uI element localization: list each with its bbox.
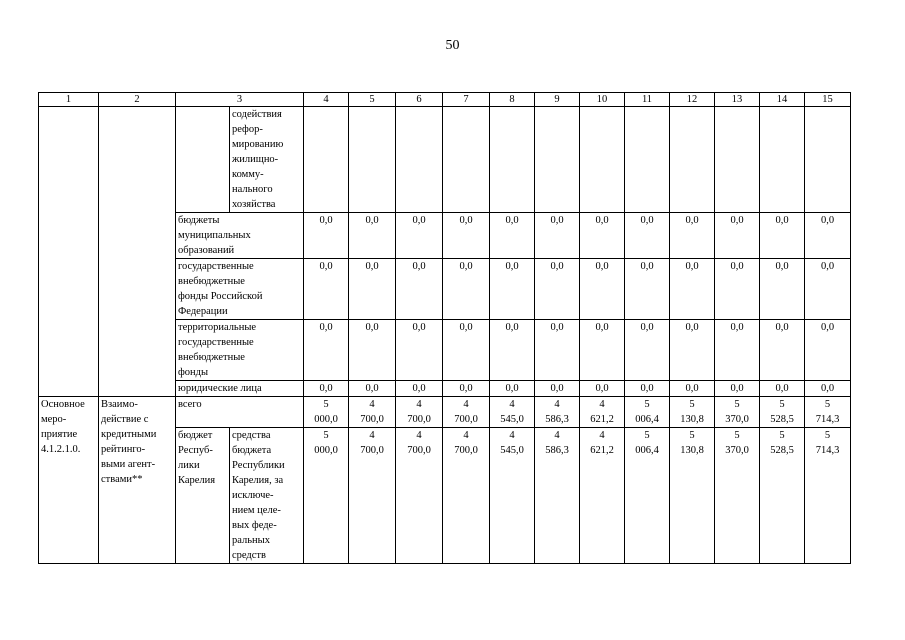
value-cell: 0,0: [443, 259, 490, 320]
header-cell-10: 10: [580, 93, 625, 107]
value-cell: 0,0: [349, 213, 396, 259]
value-cell: 5 130,8: [670, 428, 715, 564]
value-cell: 0,0: [805, 320, 851, 381]
value-cell: 0,0: [396, 320, 443, 381]
header-cell-14: 14: [760, 93, 805, 107]
value-cell: 4 700,0: [443, 428, 490, 564]
value-cell: [349, 107, 396, 213]
value-cell: 0,0: [715, 259, 760, 320]
header-cell-13: 13: [715, 93, 760, 107]
value-cell: 0,0: [490, 259, 535, 320]
value-cell: [805, 107, 851, 213]
header-row: [39, 93, 851, 107]
value-cell: 0,0: [349, 381, 396, 397]
value-cell: 4 586,3: [535, 428, 580, 564]
value-cell: [535, 107, 580, 213]
value-cell: 0,0: [670, 381, 715, 397]
event-name: Взаимо- действие с кредитными рейтинго- выми агент- ствами**: [99, 397, 176, 564]
value-cell: 0,0: [349, 259, 396, 320]
value-cell: 0,0: [304, 259, 349, 320]
header-cell-1: 1: [39, 93, 99, 107]
header-cell-11: 11: [625, 93, 670, 107]
value-cell: 0,0: [580, 381, 625, 397]
value-cell: 5 006,4: [625, 397, 670, 428]
value-cell: 0,0: [580, 213, 625, 259]
value-cell: [304, 107, 349, 213]
value-cell: 0,0: [490, 381, 535, 397]
budget-table: [38, 92, 851, 564]
value-cell: 4 621,2: [580, 397, 625, 428]
funding-label: территориальные государственные внебюджетные фонды: [176, 320, 304, 381]
value-cell: 0,0: [535, 213, 580, 259]
value-cell: 4 700,0: [443, 397, 490, 428]
value-cell: 4 700,0: [349, 397, 396, 428]
header-cell-4: 4: [304, 93, 349, 107]
value-cell: 0,0: [349, 320, 396, 381]
value-cell: 0,0: [396, 213, 443, 259]
value-cell: 0,0: [625, 259, 670, 320]
value-cell: 0,0: [805, 213, 851, 259]
value-cell: 4 700,0: [396, 397, 443, 428]
header-cell-5: 5: [349, 93, 396, 107]
col2-empty: [99, 107, 176, 397]
header-cell-9: 9: [535, 93, 580, 107]
value-cell: 0,0: [625, 213, 670, 259]
page-number: 50: [445, 38, 460, 53]
header-cell-3: 3: [176, 93, 304, 107]
value-cell: 0,0: [396, 259, 443, 320]
value-cell: 5 370,0: [715, 397, 760, 428]
value-cell: 0,0: [760, 259, 805, 320]
value-cell: 0,0: [443, 381, 490, 397]
value-cell: 0,0: [443, 320, 490, 381]
value-cell: [396, 107, 443, 213]
value-cell: 0,0: [760, 320, 805, 381]
funding-label: юридические лица: [176, 381, 304, 397]
value-cell: 0,0: [715, 213, 760, 259]
value-cell: 0,0: [580, 259, 625, 320]
value-cell: 4 700,0: [349, 428, 396, 564]
header-cell-15: 15: [805, 93, 851, 107]
value-cell: 5 130,8: [670, 397, 715, 428]
value-cell: [715, 107, 760, 213]
value-cell: [443, 107, 490, 213]
value-cell: 0,0: [805, 381, 851, 397]
value-cell: 0,0: [443, 213, 490, 259]
value-cell: 5 528,5: [760, 397, 805, 428]
event-number: Основное меро- приятие 4.1.2.1.0.: [39, 397, 99, 564]
value-cell: 0,0: [490, 213, 535, 259]
source-label: содействия рефор- мированию жилищно- комму- нального хозяйства: [230, 107, 304, 213]
value-cell: [580, 107, 625, 213]
value-cell: 0,0: [715, 320, 760, 381]
value-cell: 5 528,5: [760, 428, 805, 564]
value-cell: 0,0: [760, 213, 805, 259]
value-cell: 5 370,0: [715, 428, 760, 564]
value-cell: 0,0: [805, 259, 851, 320]
table-row: [39, 397, 851, 428]
value-cell: 0,0: [396, 381, 443, 397]
value-cell: 0,0: [304, 320, 349, 381]
source-label: средства бюджета Республики Карелия, за исключе- нием целе- вых феде- ральных средств: [230, 428, 304, 564]
value-cell: 0,0: [304, 213, 349, 259]
value-cell: 4 621,2: [580, 428, 625, 564]
value-cell: 0,0: [670, 259, 715, 320]
table-row: [39, 107, 851, 213]
value-cell: 5 000,0: [304, 428, 349, 564]
header-cell-6: 6: [396, 93, 443, 107]
value-cell: 0,0: [535, 381, 580, 397]
value-cell: 0,0: [490, 320, 535, 381]
value-cell: 0,0: [304, 381, 349, 397]
value-cell: 5 714,3: [805, 428, 851, 564]
value-cell: 0,0: [535, 259, 580, 320]
budget-label: бюджет Респуб- лики Карелия: [176, 428, 230, 564]
value-cell: 0,0: [670, 320, 715, 381]
value-cell: 4 545,0: [490, 428, 535, 564]
col1-empty: [39, 107, 99, 397]
value-cell: 5 006,4: [625, 428, 670, 564]
col3a-empty: [176, 107, 230, 213]
value-cell: 0,0: [580, 320, 625, 381]
value-cell: 5 000,0: [304, 397, 349, 428]
value-cell: 4 700,0: [396, 428, 443, 564]
funding-label: государственные внебюджетные фонды Российской Федерации: [176, 259, 304, 320]
value-cell: 0,0: [535, 320, 580, 381]
value-cell: [670, 107, 715, 213]
value-cell: 4 586,3: [535, 397, 580, 428]
header-cell-8: 8: [490, 93, 535, 107]
value-cell: 0,0: [625, 381, 670, 397]
value-cell: 5 714,3: [805, 397, 851, 428]
funding-label: бюджеты муниципальных образований: [176, 213, 304, 259]
value-cell: [625, 107, 670, 213]
value-cell: 0,0: [670, 213, 715, 259]
header-cell-2: 2: [99, 93, 176, 107]
header-cell-7: 7: [443, 93, 490, 107]
value-cell: 4 545,0: [490, 397, 535, 428]
total-label: всего: [176, 397, 304, 428]
value-cell: 0,0: [715, 381, 760, 397]
value-cell: 0,0: [760, 381, 805, 397]
value-cell: [760, 107, 805, 213]
value-cell: [490, 107, 535, 213]
header-cell-12: 12: [670, 93, 715, 107]
value-cell: 0,0: [625, 320, 670, 381]
